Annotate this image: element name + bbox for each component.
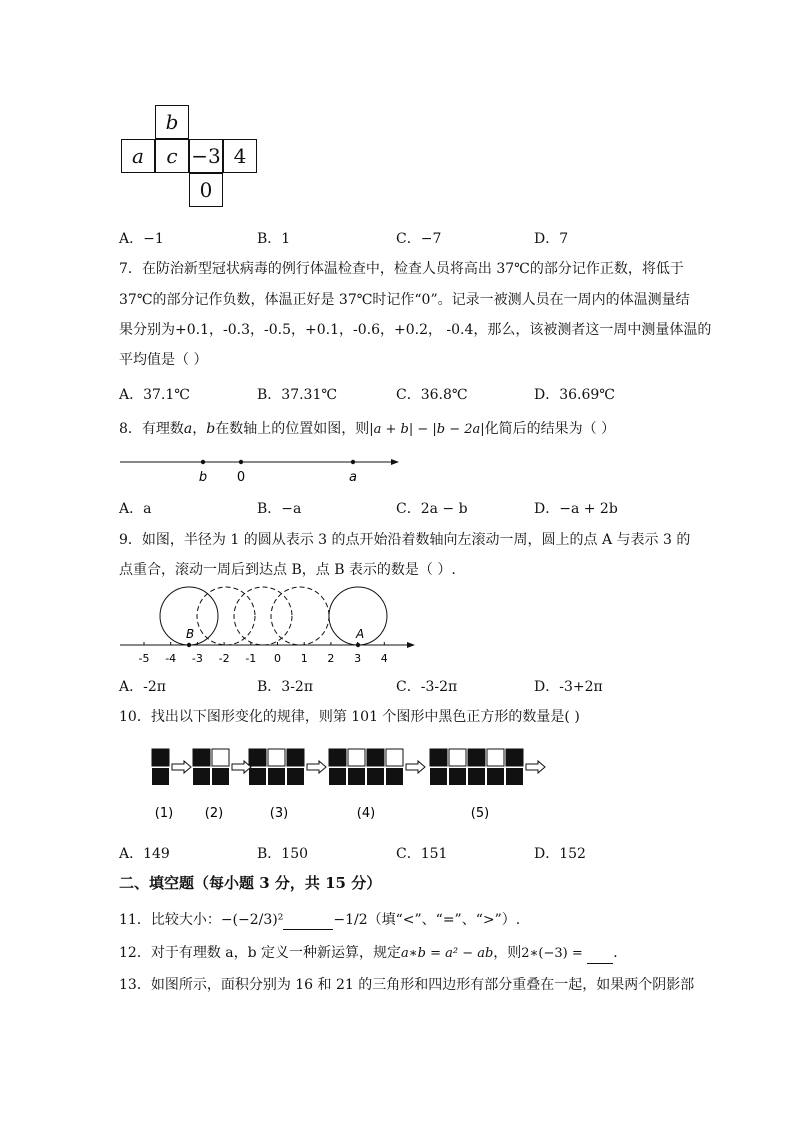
- q7-line-4: 平均值是（ ）: [119, 352, 208, 368]
- q9-point-a: [356, 643, 360, 647]
- black-square: [468, 768, 485, 785]
- q10-option-d: D．152: [534, 846, 586, 862]
- q9-option-b: B．3-2π: [257, 679, 314, 695]
- q12-prefix: 12．对于有理数 a，b 定义一种新运算，规定: [119, 945, 402, 961]
- q10-label-1: (1): [154, 806, 174, 821]
- net-cell-left: a: [121, 139, 155, 173]
- q9-rolling-circle-figure: [115, 585, 425, 670]
- q6-option-d: D．7: [534, 231, 569, 247]
- black-square: [287, 749, 304, 766]
- black-square: [367, 768, 384, 785]
- white-square: [386, 749, 403, 766]
- black-square: [212, 768, 229, 785]
- black-square: [430, 749, 447, 766]
- net-cell-top: b: [155, 105, 189, 139]
- q9-point-b: [187, 643, 191, 647]
- q11-question: [119, 910, 520, 930]
- q9-tick-label: -3: [191, 652, 203, 665]
- white-square: [449, 749, 466, 766]
- q10-pattern-figure: [145, 745, 565, 830]
- q8-option-a: A．a: [119, 501, 152, 517]
- q8-label-a: a: [349, 470, 357, 485]
- q9-tick-label: 1: [300, 652, 308, 665]
- section-heading-fill-in: 二、填空题（每小题 3 分，共 15 分）: [119, 874, 382, 892]
- black-square: [506, 749, 523, 766]
- net-cell-minus3: −3: [189, 139, 223, 173]
- q6-option-a: A．−1: [119, 231, 164, 247]
- net-cell-bottom: 0: [189, 173, 223, 207]
- q12-mid: ，则: [493, 945, 522, 961]
- q9-tick-label: 3: [354, 652, 362, 665]
- black-square: [430, 768, 447, 785]
- q6-option-c: C．−7: [396, 231, 442, 247]
- q8-var-a: a: [183, 421, 193, 437]
- q9-tick-label: -2: [218, 652, 230, 665]
- net-cell-center: c: [155, 139, 189, 173]
- q8-option-d: D．−a + 2b: [534, 501, 618, 517]
- q10-label-5: (5): [470, 806, 490, 821]
- right-arrow-icon: [406, 761, 425, 773]
- q11-right-expr: −1/2: [333, 912, 368, 928]
- black-square: [193, 768, 210, 785]
- q11-left-expr: −(−2/3)²: [220, 912, 284, 928]
- q9-option-d: D．-3+2π: [534, 679, 603, 695]
- q8-label-b: b: [198, 470, 208, 485]
- q8-sep: ，: [192, 421, 207, 437]
- q8-point-0: [239, 460, 243, 464]
- q12-suffix: ．: [613, 945, 628, 961]
- right-arrow-icon: [307, 761, 326, 773]
- q12-question: [119, 943, 627, 964]
- q9-tick-label: 0: [274, 652, 281, 665]
- q6-option-b: B．1: [257, 231, 291, 247]
- black-square: [268, 768, 285, 785]
- q7-line-2: 37℃的部分记作负数，体温正好是 37℃时记作“0”。记录一被测人员在一周内的体温测量结: [119, 292, 690, 308]
- right-arrow-icon: [232, 761, 251, 773]
- q10-option-c: C．151: [396, 846, 448, 862]
- q10-label-4: (4): [356, 806, 376, 821]
- q9-circle-dashed-2: [234, 587, 292, 645]
- net-cell-four: 4: [223, 139, 257, 173]
- q7-option-c: C．36.8℃: [396, 387, 468, 403]
- q9-circle-dashed-3: [271, 587, 329, 645]
- q11-suffix: （填“<”、“=”、“>”）.: [367, 912, 521, 928]
- black-square: [287, 768, 304, 785]
- q11-answer-blank: [283, 915, 333, 930]
- q8-expression: |a + b| − |b − 2a|: [369, 422, 485, 437]
- q9-option-a: A．-2π: [119, 679, 166, 695]
- q10-label-3: (3): [269, 806, 289, 821]
- q13-line-1: 13．如图所示，面积分别为 16 和 21 的三角形和四边形有部分重叠在一起，如果两个阴影部: [119, 977, 695, 993]
- q9-circle-dashed-1: [197, 587, 255, 645]
- q7-option-b: B．37.31℃: [257, 387, 338, 403]
- black-square: [506, 768, 523, 785]
- black-square: [329, 768, 346, 785]
- q7-option-a: A．37.1℃: [119, 387, 190, 403]
- black-square: [152, 768, 169, 785]
- q9-option-c: C．-3-2π: [396, 679, 458, 695]
- black-square: [249, 749, 266, 766]
- q8-label-0: 0: [236, 470, 246, 485]
- q12-rule: a∗b = a² − ab: [401, 946, 494, 961]
- q8-mid: 在数轴上的位置如图，则: [215, 421, 370, 437]
- q8-point-a: [351, 460, 355, 464]
- q7-line-1: 7．在防治新型冠状病毒的例行体温检查中，检查人员将高出 37℃的部分记作正数，将低于: [119, 261, 684, 277]
- right-arrow-icon: [172, 761, 191, 773]
- q8-var-b: b: [206, 421, 216, 437]
- right-arrow-icon: [526, 761, 545, 773]
- white-square: [212, 749, 229, 766]
- q9-tick-label: -1: [245, 652, 257, 665]
- q9-line-1: 9．如图，半径为 1 的圆从表示 3 的点开始沿着数轴向左滚动一周，圆上的点 A 与表示 3 的: [119, 532, 691, 548]
- black-square: [468, 749, 485, 766]
- q10-question: 10．找出以下图形变化的规律，则第 101 个图形中黑色正方形的数量是( ): [119, 709, 580, 725]
- q10-label-2: (2): [204, 806, 224, 821]
- black-square: [193, 749, 210, 766]
- white-square: [348, 749, 365, 766]
- black-square: [249, 768, 266, 785]
- q8-option-b: B．−a: [257, 501, 302, 517]
- q9-tick-label: 2: [327, 652, 335, 665]
- black-square: [386, 768, 403, 785]
- q10-option-b: B．150: [257, 846, 309, 862]
- q8-number-line: [115, 450, 415, 490]
- black-square: [329, 749, 346, 766]
- black-square: [487, 768, 504, 785]
- q8-point-b: [201, 460, 205, 464]
- black-square: [449, 768, 466, 785]
- white-square: [268, 749, 285, 766]
- q7-line-3: 果分别为+0.1，-0.3，-0.5，+0.1，-0.6，+0.2， -0.4，那么，该被测者这一周中测量体温的: [119, 322, 712, 338]
- black-square: [367, 749, 384, 766]
- q9-tick-label: -4: [165, 652, 177, 665]
- q8-suffix: 化简后的结果为（ ）: [484, 421, 616, 437]
- q11-prefix: 11．比较大小：: [119, 912, 221, 928]
- q8-prefix: 8．有理数: [119, 421, 184, 437]
- q9-tick-label: 4: [380, 652, 388, 665]
- q12-ask: 2∗(−3) =: [521, 946, 583, 961]
- white-square: [487, 749, 504, 766]
- black-square: [348, 768, 365, 785]
- q7-option-d: D．36.69℃: [534, 387, 615, 403]
- q9-tick-label: -5: [138, 652, 150, 665]
- q8-question: [119, 419, 615, 440]
- q9-label-a: A: [356, 627, 365, 641]
- q12-answer-blank: [587, 949, 613, 964]
- q10-option-a: A．149: [119, 846, 170, 862]
- black-square: [152, 749, 169, 766]
- q9-label-b: B: [186, 627, 195, 641]
- q8-option-c: C．2a − b: [396, 501, 468, 517]
- q9-line-2: 点重合，滚动一周后到达点 B，点 B 表示的数是（ ）.: [119, 562, 456, 578]
